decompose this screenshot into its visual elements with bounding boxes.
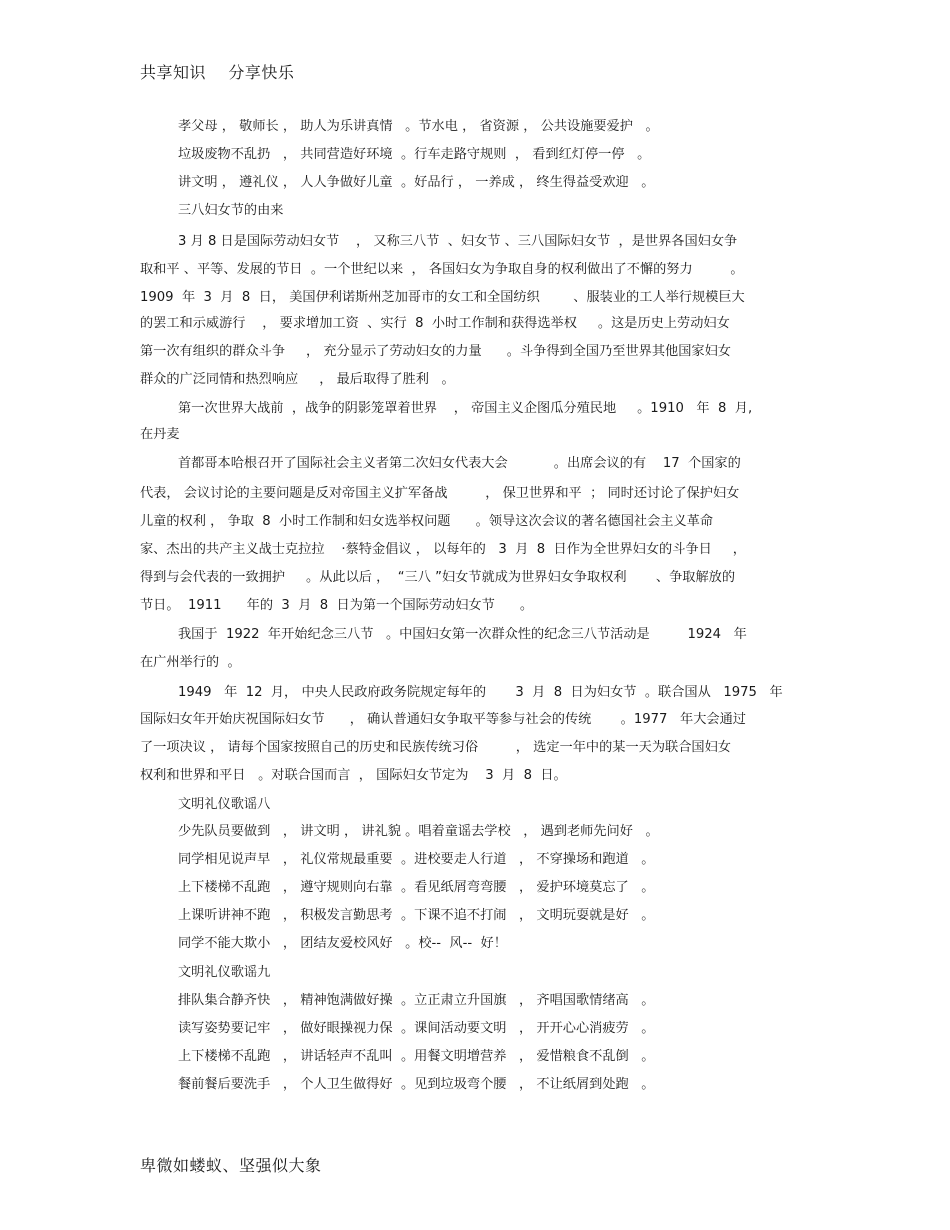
body-line: 取和平 、平等、发展的节日 。一个世纪以来 ， 各国妇女为争取自身的权利做出了不懈的努力 。: [140, 262, 744, 277]
body-line: 3 月 8 日是国际劳动妇女节 ， 又称三八节 、妇女节 、三八国际妇女节 ，是世界各国妇女争: [178, 234, 738, 249]
body-line: 讲文明 ， 遵礼仪 ， 人人争做好儿童 。好品行 ， 一养成 ， 终生得益受欢迎 。: [178, 175, 655, 190]
body-line: 在广州举行的 。: [140, 655, 241, 670]
body-line: 1909 年 3 月 8 日， 美国伊利诺斯州芝加哥市的女工和全国纺织 、服装业的工人举行规模巨大: [140, 290, 745, 305]
body-line: 节日。 1911 年的 3 月 8 日为第一个国际劳动妇女节 。: [140, 598, 534, 613]
body-line: 第一次有组织的群众斗争 ， 充分显示了劳动妇女的力量 。斗争得到全国乃至世界其他国家妇女: [140, 344, 731, 359]
page-header: 共享知识 分享快乐: [140, 63, 295, 82]
body-line: 垃圾废物不乱扔 ， 共同营造好环境 。行车走路守规则 ， 看到红灯停一停 。: [178, 147, 651, 162]
section-heading: 文明礼仪歌谣九: [178, 965, 271, 980]
verse-line: 上下楼梯不乱跑 ， 遵守规则向右靠 。看见纸屑弯弯腰 ， 爱护环境莫忘了 。: [178, 880, 655, 895]
body-line: 代表， 会议讨论的主要问题是反对帝国主义扩军备战 ， 保卫世界和平 ； 同时还讨论了保护妇女: [140, 486, 740, 501]
body-line: 首都哥本哈根召开了国际社会主义者第二次妇女代表大会 。出席会议的有 17 个国家的: [178, 456, 741, 471]
verse-line: 上下楼梯不乱跑 ， 讲话轻声不乱叫 。用餐文明增营养 ， 爱惜粮食不乱倒 。: [178, 1049, 655, 1064]
body-line: 第一次世界大战前 ，战争的阴影笼罩着世界 ， 帝国主义企图瓜分殖民地 。1910 年 8 月,: [178, 401, 753, 416]
body-line: 儿童的权利 ， 争取 8 小时工作制和妇女选举权问题 。领导这次会议的著名德国社会主义革命: [140, 514, 714, 529]
section-heading: 三八妇女节的由来: [178, 203, 284, 218]
body-line: 群众的广泛同情和热烈响应 ， 最后取得了胜利 。: [140, 372, 455, 387]
body-line: 孝父母 ， 敬师长 ， 助人为乐讲真情 。节水电 ， 省资源 ， 公共设施要爱护 。: [178, 119, 659, 134]
body-line: 权利和世界和平日 。对联合国而言 ， 国际妇女节定为 3 月 8 日。: [140, 768, 567, 783]
verse-line: 排队集合静齐快 ， 精神饱满做好操 。立正肃立升国旗 ， 齐唱国歌情绪高 。: [178, 993, 655, 1008]
verse-line: 读写姿势要记牢 ， 做好眼操视力保 。课间活动要文明 ， 开开心心消疲劳 。: [178, 1021, 655, 1036]
body-line: 在丹麦: [140, 427, 180, 442]
body-line: 的罢工和示威游行 ， 要求增加工资 、实行 8 小时工作制和获得选举权 。这是历史上劳动妇女: [140, 316, 730, 331]
verse-line: 同学不能大欺小 ， 团结友爱校风好 。校-- 风-- 好！: [178, 936, 507, 951]
body-line: 得到与会代表的一致拥护 。从此以后 ， “三八 ”妇女节就成为世界妇女争取权利 、争取解放的: [140, 570, 736, 585]
verse-line: 餐前餐后要洗手 ， 个人卫生做得好 。见到垃圾弯个腰 ， 不让纸屑到处跑 。: [178, 1077, 655, 1092]
section-heading: 文明礼仪歌谣八: [178, 797, 271, 812]
body-line: 我国于 1922 年开始纪念三八节 。中国妇女第一次群众性的纪念三八节活动是 1924 年: [178, 627, 747, 642]
body-line: 1949 年 12 月， 中央人民政府政务院规定每年的 3 月 8 日为妇女节 。联合国从 1975 年: [178, 685, 783, 700]
body-line: 国际妇女年开始庆祝国际妇女节 ， 确认普通妇女争取平等参与社会的传统 。1977 年大会通过: [140, 712, 746, 727]
verse-line: 少先队员要做到 ， 讲文明 ， 讲礼貌 。唱着童谣去学校 ， 遇到老师先问好 。: [178, 824, 659, 839]
verse-line: 上课听讲神不跑 ， 积极发言勤思考 。下课不追不打闹 ， 文明玩耍就是好 。: [178, 908, 655, 923]
verse-line: 同学相见说声早 ， 礼仪常规最重要 。进校要走人行道 ， 不穿操场和跑道 。: [178, 852, 655, 867]
body-line: 了一项决议 ， 请每个国家按照自己的历史和民族传统习俗 ， 选定一年中的某一天为联合国妇女: [140, 740, 731, 755]
body-line: 家、杰出的共产主义战士克拉拉 ·蔡特金倡议 ， 以每年的 3 月 8 日作为全世界妇女的斗争日 ，: [140, 542, 746, 557]
page-footer: 卑微如蝼蚁、坚强似大象: [140, 1156, 322, 1175]
